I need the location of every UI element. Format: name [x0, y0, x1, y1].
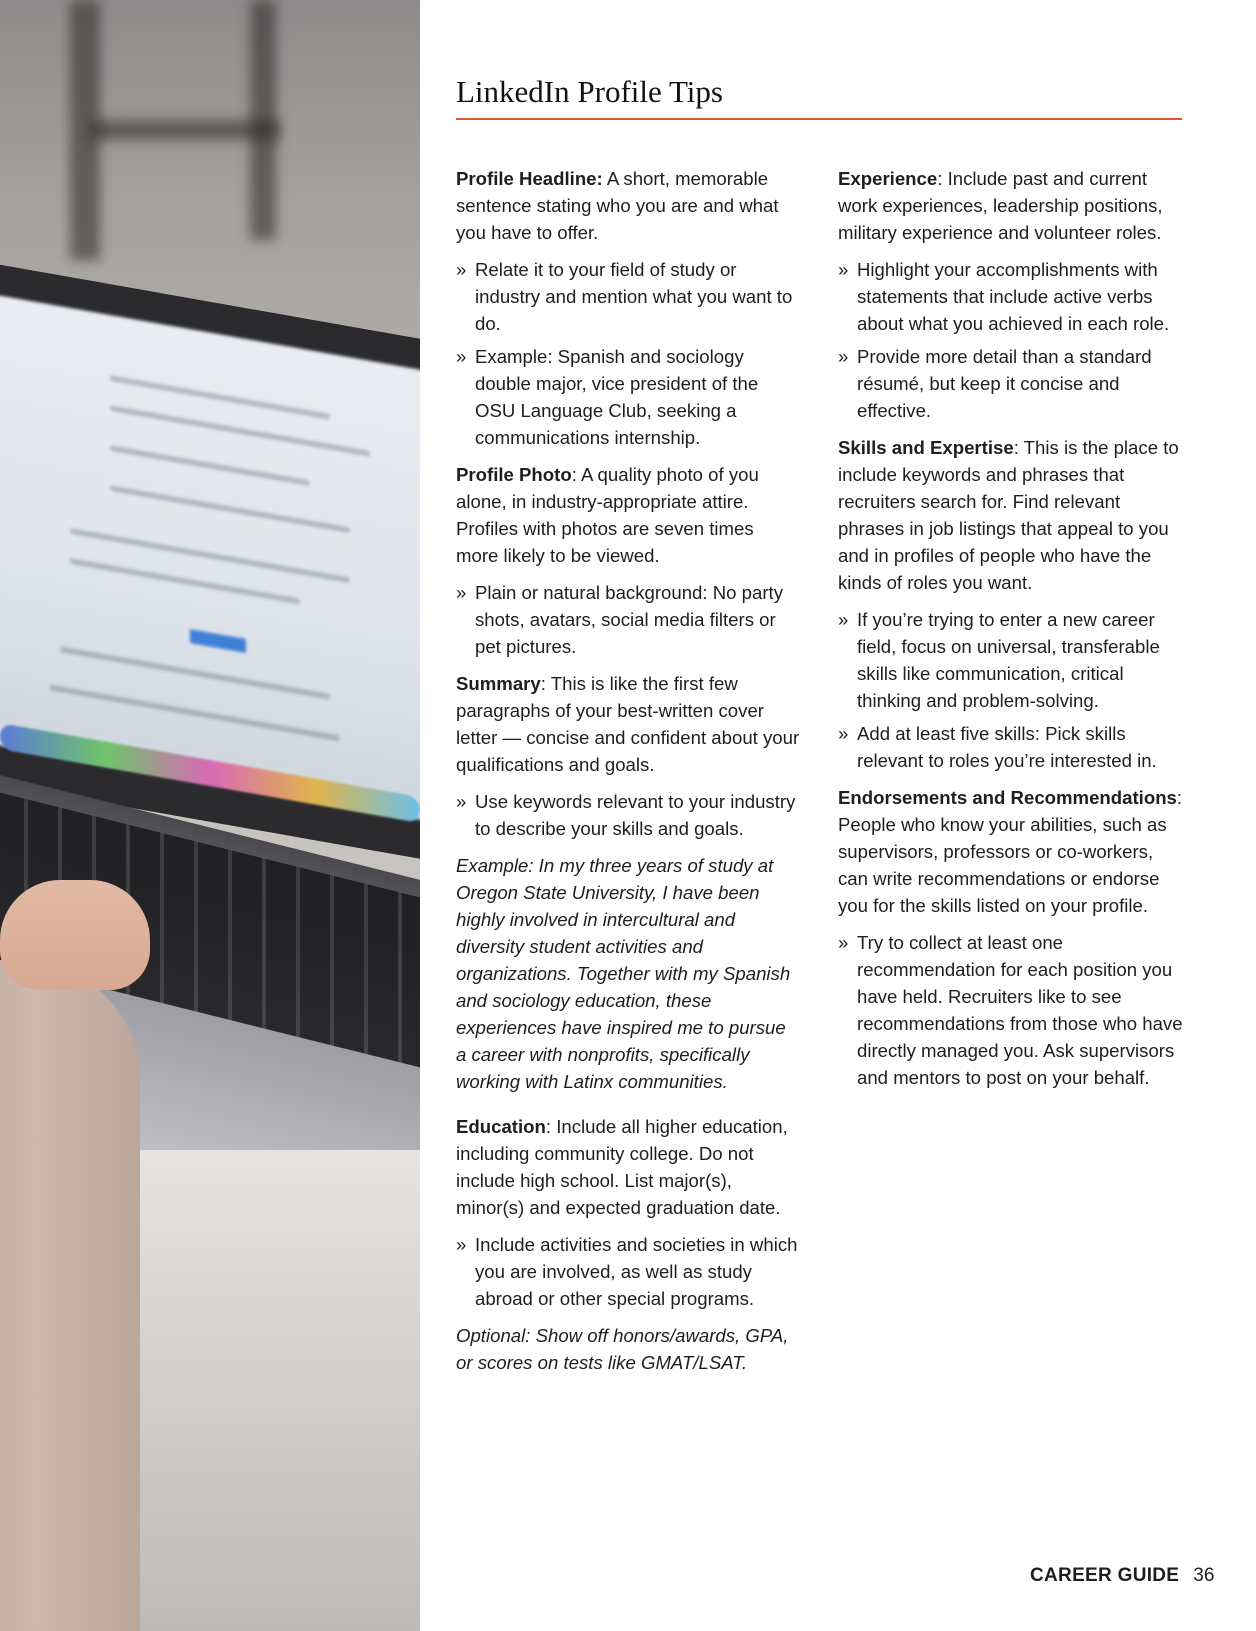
- education-text: : Include all higher education, including community college. Do not include high school. List major(s), minor(s) and expected graduation date.: [456, 1116, 788, 1218]
- bullet-marker: »: [838, 723, 849, 744]
- bullet-marker: »: [456, 346, 467, 367]
- page-footer: [1030, 1565, 1214, 1587]
- experience-bullets: [838, 256, 1184, 424]
- list-item: [838, 606, 1184, 714]
- bullet-marker: »: [838, 259, 849, 280]
- headline-bullets: [456, 256, 801, 451]
- list-item: [838, 720, 1184, 774]
- experience-label: Experience: [838, 168, 938, 189]
- skills-section: [838, 434, 1184, 596]
- bullet-marker: »: [456, 259, 467, 280]
- bullet-text: Add at least five skills: Pick skills relevant to roles you’re interested in.: [857, 723, 1157, 771]
- list-item: [456, 343, 801, 451]
- skills-bullets: [838, 606, 1184, 774]
- left-column: [456, 165, 801, 1386]
- bullet-marker: »: [838, 346, 849, 367]
- bullet-marker: »: [838, 609, 849, 630]
- list-item: [456, 579, 801, 660]
- education-label: Education: [456, 1116, 546, 1137]
- bullet-text: Use keywords relevant to your industry to describe your skills and goals.: [475, 791, 796, 839]
- list-item: [838, 343, 1184, 424]
- list-item: [456, 256, 801, 337]
- endorsements-label: Endorsements and Recommendations: [838, 787, 1177, 808]
- laptop-photo: [0, 0, 420, 1631]
- page-number: 36: [1193, 1565, 1215, 1586]
- bullet-text: Relate it to your field of study or industry and mention what you want to do.: [475, 259, 793, 334]
- bullet-text: Example: Spanish and sociology double major, vice president of the OSU Language Club, seeking a communications internship.: [475, 346, 759, 448]
- photo-bullets: [456, 579, 801, 660]
- page-title: LinkedIn Profile Tips: [456, 74, 1182, 120]
- bullet-text: Highlight your accomplishments with statements that include active verbs about what you achieved in each role.: [857, 259, 1170, 334]
- education-section: [456, 1113, 801, 1221]
- headline-text: A short, memorable sentence stating who you are and what you have to offer.: [456, 168, 779, 243]
- bullet-text: Include activities and societies in which you are involved, as well as study abroad or other special programs.: [475, 1234, 798, 1309]
- list-item: [838, 929, 1184, 1091]
- endorsements-text: : People who know your abilities, such as supervisors, professors or co-workers, can write recommendations or endorse you for the skills listed on your profile.: [838, 787, 1183, 916]
- bullet-text: Provide more detail than a standard résumé, but keep it concise and effective.: [857, 346, 1152, 421]
- list-item: [838, 256, 1184, 337]
- education-optional: Optional: Show off honors/awards, GPA, or scores on tests like GMAT/LSAT.: [456, 1325, 789, 1373]
- bullet-text: Plain or natural background: No party shots, avatars, social media filters or pet pictures.: [475, 582, 784, 657]
- summary-text: : This is like the first few paragraphs of your best-written cover letter — concise and confident about your qualifications and goals.: [456, 673, 800, 775]
- experience-section: [838, 165, 1184, 246]
- bullet-marker: »: [838, 932, 849, 953]
- bullet-marker: »: [456, 1234, 467, 1255]
- summary-bullets: [456, 788, 801, 842]
- footer-guide-title: CAREER GUIDE: [1030, 1565, 1180, 1586]
- bullet-marker: »: [456, 582, 467, 603]
- endorsements-section: [838, 784, 1184, 919]
- summary-example: Example: In my three years of study at Oregon State University, I have been highly involved in intercultural and diversity student activities and organizations. Together with my Spanish and sociology education, these experiences have inspired me to pursue a career with nonprofits, specifically working with Latinx communities.: [456, 855, 791, 1092]
- summary-section: [456, 670, 801, 778]
- education-bullets: [456, 1231, 801, 1312]
- photo-label: Profile Photo: [456, 464, 572, 485]
- list-item: [456, 788, 801, 842]
- bullet-text: If you’re trying to enter a new career field, focus on universal, transferable skills like communication, critical thinking and problem-solving.: [857, 609, 1160, 711]
- right-column: [838, 165, 1184, 1101]
- summary-label: Summary: [456, 673, 541, 694]
- headline-label: Profile Headline:: [456, 168, 603, 189]
- list-item: [456, 1231, 801, 1312]
- endorsements-bullets: [838, 929, 1184, 1091]
- photo-section: [456, 461, 801, 569]
- bullet-marker: »: [456, 791, 467, 812]
- bullet-text: Try to collect at least one recommendation for each position you have held. Recruiters like to see recommendations from those who have directly managed you. Ask supervisors and mentors to post on your behalf.: [857, 932, 1183, 1088]
- photo-text: : A quality photo of you alone, in industry-appropriate attire. Profiles with photos are seven times more likely to be viewed.: [456, 464, 759, 566]
- headline-section: [456, 165, 801, 246]
- skills-label: Skills and Expertise: [838, 437, 1014, 458]
- experience-text: : Include past and current work experiences, leadership positions, military experience and volunteer roles.: [838, 168, 1163, 243]
- skills-text: : This is the place to include keywords and phrases that recruiters search for. Find relevant phrases in job listings that appeal to you and in profiles of people who have the kinds of roles you want.: [838, 437, 1179, 593]
